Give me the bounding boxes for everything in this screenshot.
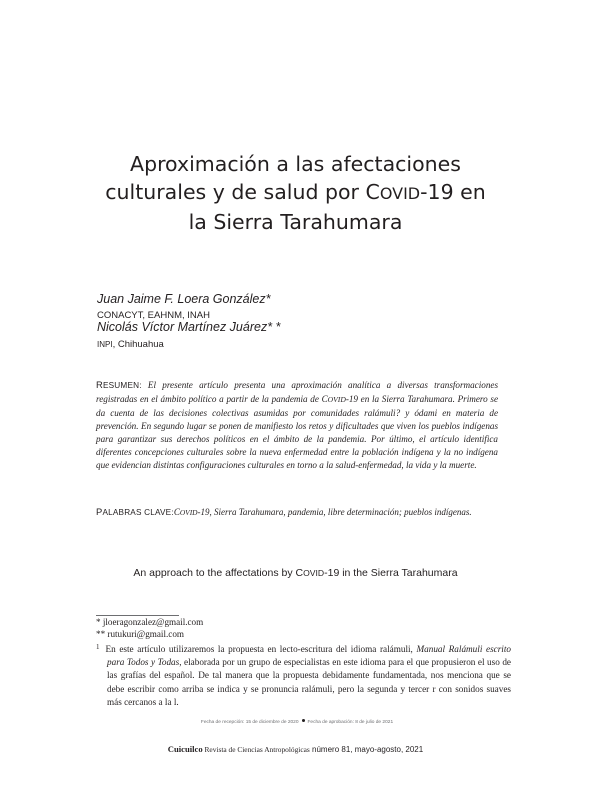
title-line-1: Aproximación a las afectaciones: [130, 152, 461, 176]
keywords-covid-cap: C: [173, 507, 180, 517]
footnote-email-author-2: ** rutukuri@gmail.com: [96, 629, 184, 639]
footnote-1-manual-title: Manual Ralámuli escrito para Todos y Todas: [107, 644, 511, 668]
abstract: [96, 379, 498, 472]
journal-subtitle: Revista de Ciencias Antropológicas: [202, 745, 310, 754]
author-1-affiliation: CONACYT, EAHNM, INAH: [97, 310, 210, 321]
keywords-label-colon: :: [171, 508, 174, 517]
title-line-2-end: -19 en: [420, 180, 486, 204]
journal-name-bold: Cuicuilco: [167, 744, 203, 754]
footnote-1: [96, 641, 511, 709]
footnote-1-mark: 1: [96, 643, 100, 651]
date-received: Fecha de recepción: 15 de diciembre de 2020: [200, 720, 299, 725]
journal-footer: [60, 744, 531, 754]
abstract-label-colon: :: [139, 381, 142, 390]
english-title: [60, 567, 531, 579]
abstract-label-smallcaps: ESUMEN: [102, 381, 140, 390]
abstract-text-start: El presente artículo presenta una aproximación analítica a diversas transformaciones registradas en el ámbito político a partir de la pandemia de C: [96, 380, 498, 404]
abstract-label-cap: R: [96, 379, 103, 390]
title-line-3: la Sierra Tarahumara: [188, 210, 403, 234]
english-title-covid-smallcaps: OVID: [303, 568, 325, 578]
keywords-covid-smallcaps: OVID: [179, 508, 198, 517]
title-covid-smallcaps: OVID: [379, 184, 421, 203]
author-2-affiliation-place: , Chihuahua: [112, 339, 164, 350]
footnote-1-text-end: , elaborada por un grupo de especialistas en este idioma para el que propusieron el uso de las grafías del español. De tal manera que la propuesta debidamente fundamentada, nos menciona que se debe escribir como arriba se indica y se pronuncia ralámuli, pero la segunda y tercer r con sonidos suaves más cercanos a la l.: [107, 657, 511, 707]
journal-issue: número 81, mayo-agosto, 2021: [309, 745, 424, 754]
journal-name: [168, 744, 203, 754]
title-line-2-start: culturales y de salud por C: [105, 180, 380, 204]
author-2-name: Nicolás Víctor Martínez Juárez* *: [97, 320, 281, 334]
footnote-1-text-start: En este artículo utilizaremos la propuesta en lecto-escritura del idioma ralámuli,: [105, 644, 417, 654]
author-2-affiliation-inpi: INPI: [97, 340, 113, 349]
keywords-label-smallcaps: ALABRAS CLAVE: [102, 508, 172, 517]
english-title-start: An approach to the affectations by C: [133, 567, 304, 579]
submission-dates: [96, 719, 498, 725]
keywords-text: -19, Sierra Tarahumara, pandemia, libre determinación; pueblos indígenas.: [197, 507, 472, 517]
keywords: [96, 506, 516, 517]
title-line-2: [105, 180, 485, 204]
keywords-label-cap: P: [96, 506, 103, 517]
keywords-label: [96, 508, 174, 517]
author-2-affiliation: [97, 339, 164, 350]
english-title-end: -19 in the Sierra Tarahumara: [324, 567, 458, 579]
date-approved: Fecha de aprobación: 8 de julio de 2021: [307, 720, 394, 725]
footnote-divider: [96, 615, 179, 616]
abstract-covid-smallcaps: OVID: [327, 394, 346, 404]
bullet-separator: [302, 719, 305, 722]
footnote-email-author-1: * jloeragonzalez@gmail.com: [96, 617, 204, 627]
article-title: [60, 150, 531, 236]
abstract-text-end: -19 en la Sierra Tarahumara. Primero se da cuenta de las decisiones colectivas asumidas por comunidades ralámuli? y ódami en materia de prevención. En segundo lugar se ponen de manifiesto los retos y dificultades que viven los pueblos indígenas para garantizar sus derechos políticos en el ámbito de la pandemia. Por último, el artículo identifica diferentes concepciones culturales sobre la nueva enfermedad entre la población indígena y la no indígena que evidencian distintas configuraciones culturales en torno a la salud-enfermedad, la vida y la muerte.: [96, 393, 498, 470]
author-1-name: Juan Jaime F. Loera González*: [97, 292, 271, 306]
abstract-label: [96, 381, 142, 390]
